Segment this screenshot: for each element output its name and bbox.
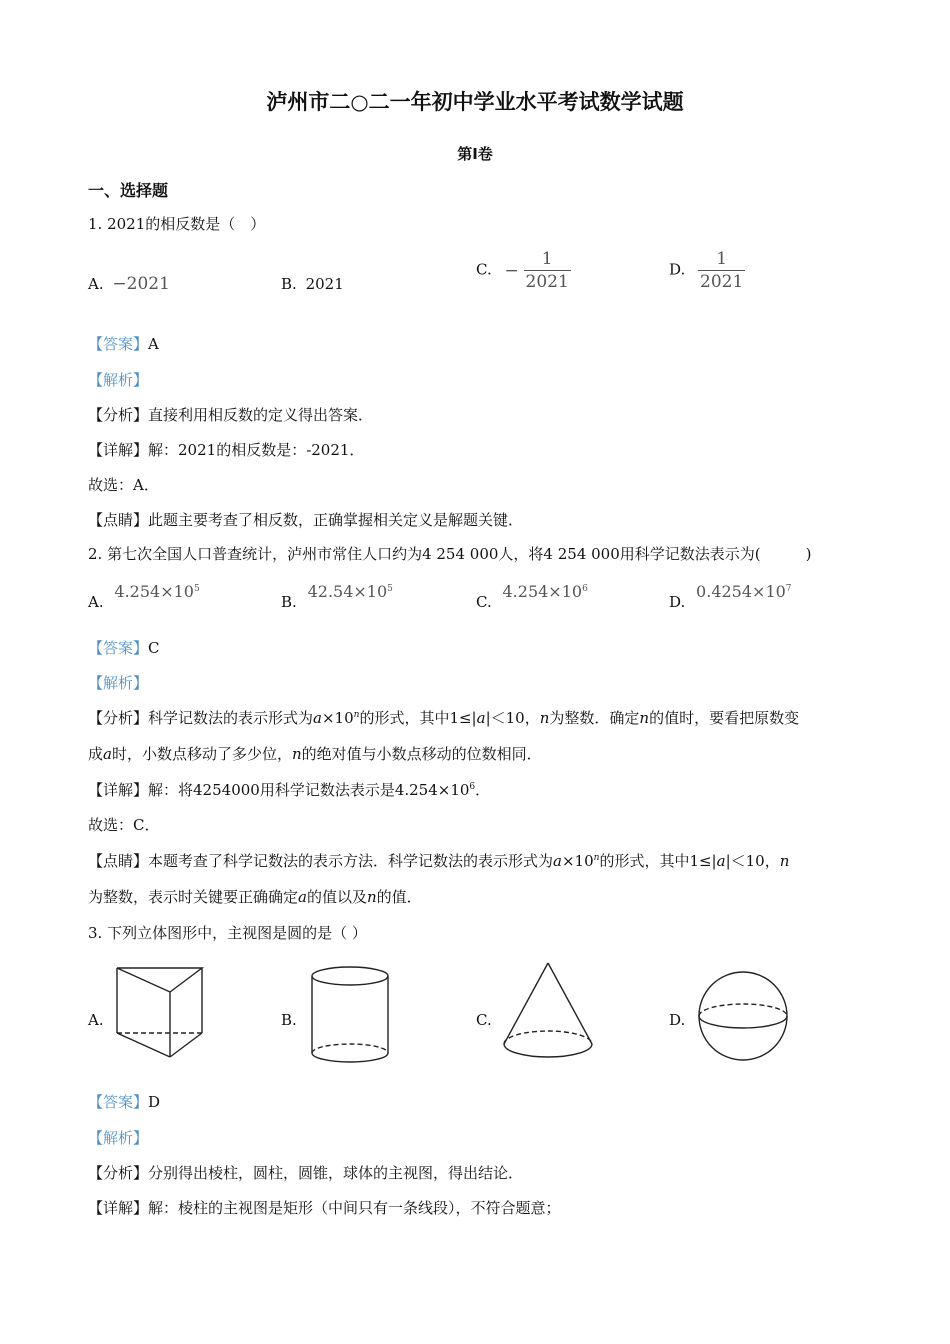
q1-guxuan: 故选：A．: [88, 476, 159, 494]
answer-value: A: [148, 335, 159, 353]
var-n: n: [779, 852, 790, 870]
var-a: a: [298, 888, 307, 906]
fenxi-tag: 【分析】: [88, 406, 149, 424]
sphere-equator-back: [699, 1004, 787, 1016]
document-title: 泸州市二○二一年初中学业水平考试数学试题: [266, 90, 684, 114]
q3-xiangjie: [88, 1198, 561, 1218]
var-a: a: [716, 852, 726, 870]
q2-fenxi-line1: [88, 708, 799, 728]
option-letter: A.: [88, 275, 104, 293]
text: 的值时，要看把原数变: [649, 709, 800, 727]
option-sign: −: [504, 260, 519, 281]
option-letter: B.: [281, 275, 297, 293]
text: |＜10，: [485, 709, 540, 727]
var-n: n: [366, 888, 377, 906]
q3-option-d-letter: D.: [669, 1011, 686, 1029]
fenxi-text: 直接利用相反数的定义得出答案．: [148, 406, 374, 424]
prism-bottom-right: [170, 1033, 202, 1057]
text: 的形式，其中1≤|: [359, 709, 477, 727]
option-exponent: 5: [387, 584, 393, 594]
text: 的值．: [376, 888, 422, 906]
cone-base-back: [504, 1031, 592, 1044]
text: |＜10，: [725, 852, 780, 870]
q2-dianjing-line1: [88, 851, 789, 871]
triangular-prism-figure: [110, 965, 210, 1075]
option-exponent: 5: [193, 584, 200, 594]
q2-analysis-tag: 【解析】: [88, 674, 149, 692]
fraction-numerator: 1: [716, 249, 728, 269]
text: 解：将4254000用科学记数法表示是4.254×10: [148, 781, 470, 799]
text: 为整数．确定: [549, 709, 640, 727]
cylinder-bottom-back: [312, 1044, 388, 1053]
fraction-numerator: 1: [541, 249, 553, 269]
q1-stem: 1. 2021的相反数是（ ）: [88, 215, 266, 233]
q1-xiangjie: [88, 440, 364, 460]
q2-option-b: [281, 582, 393, 611]
dianjing-tag: 【点睛】: [88, 852, 149, 870]
q3-analysis-tag: 【解析】: [88, 1129, 149, 1147]
q1-option-c: [476, 248, 571, 293]
xiangjie-text: 解：2021的相反数是：-2021．: [148, 441, 365, 459]
option-base: 4.254×10: [502, 582, 583, 601]
q1-fenxi: [88, 405, 373, 425]
q1-option-a: [88, 274, 170, 294]
q1-answer: [88, 334, 159, 354]
cone-side-left: [504, 963, 548, 1044]
option-letter: B.: [281, 593, 297, 611]
q2-stem: 2. 第七次全国人口普查统计，泸州市常住人口约为4 254 000人，将4 254 000用科学记数法表示为( ): [88, 545, 812, 563]
option-base: 42.54×10: [307, 582, 388, 601]
var-n: n: [291, 745, 302, 763]
option-letter: D.: [669, 593, 686, 611]
cone-base-front: [504, 1044, 592, 1057]
q1-option-b: [281, 274, 344, 294]
answer-value: C: [148, 639, 160, 657]
q1-dianjing: [88, 510, 523, 530]
var-a: a: [476, 709, 486, 727]
option-base: 4.254×10: [114, 582, 194, 601]
sphere-equator-front: [699, 1016, 787, 1028]
option-exponent: 6: [582, 584, 588, 594]
sphere-outline: [699, 972, 787, 1060]
sphere-figure: [695, 970, 795, 1065]
var-a: a: [103, 745, 112, 763]
text: ×10: [321, 709, 354, 727]
text: 的绝对值与小数点移动的位数相同．: [301, 745, 542, 763]
answer-value: D: [148, 1093, 161, 1111]
q2-xiangjie: [88, 780, 490, 800]
var-n: n: [639, 709, 650, 727]
var-n: n: [593, 853, 600, 863]
option-letter: D.: [669, 260, 686, 279]
fraction: [698, 248, 745, 293]
q2-guxuan: 故选：C．: [88, 816, 160, 834]
option-letter: A.: [88, 593, 104, 611]
dianjing-tag: 【点睛】: [88, 511, 149, 529]
prism-bottom-left: [117, 1033, 170, 1057]
answer-tag: 【答案】: [88, 335, 149, 353]
cone-figure: [500, 960, 600, 1065]
q2-dianjing-line2: [88, 887, 422, 907]
xiangjie-tag: 【详解】: [88, 781, 149, 799]
cone-side-right: [548, 963, 592, 1044]
xiangjie-text: 解：棱柱的主视图是矩形（中间只有一条线段），不符合题意；: [148, 1199, 561, 1217]
option-value: −2021: [112, 274, 170, 294]
text: 的值以及: [306, 888, 367, 906]
option-letter: C.: [476, 260, 492, 279]
q3-option-c-letter: C.: [476, 1011, 492, 1029]
text: 成: [88, 745, 104, 763]
q2-option-c: [476, 582, 588, 611]
prism-top-face: [117, 968, 202, 992]
fraction-denominator: 2021: [700, 272, 744, 292]
var-a: a: [553, 852, 562, 870]
fenxi-tag: 【分析】: [88, 709, 149, 727]
option-value: 2021: [305, 275, 344, 293]
fenxi-text: 分别得出棱柱，圆柱，圆锥，球体的主视图，得出结论．: [148, 1164, 524, 1182]
text: 为整数，表示时关键要正确确定: [88, 888, 299, 906]
cylinder-figure: [305, 965, 395, 1070]
var-n: n: [539, 709, 550, 727]
var-a: a: [313, 709, 322, 727]
text: 科学记数法的表示形式为: [148, 709, 314, 727]
q3-stem: 3. 下列立体图形中，主视图是圆的是（ ）: [88, 924, 367, 942]
q2-answer: [88, 638, 160, 658]
text: 本题考查了科学记数法的表示方法．科学记数法的表示形式为: [148, 852, 554, 870]
xiangjie-tag: 【详解】: [88, 441, 149, 459]
fenxi-tag: 【分析】: [88, 1164, 149, 1182]
q1-option-d: [669, 248, 745, 293]
cylinder-top: [312, 967, 388, 985]
q2-fenxi-line2: [88, 744, 542, 764]
q2-option-d: [669, 582, 792, 611]
q3-option-a-letter: A.: [88, 1011, 104, 1029]
text: 时，小数点移动了多少位，: [111, 745, 292, 763]
answer-tag: 【答案】: [88, 1093, 149, 1111]
text: ．: [475, 781, 491, 799]
volume-heading: 第Ⅰ卷: [457, 145, 493, 163]
q3-option-b-letter: B.: [281, 1011, 297, 1029]
text: 的形式，其中1≤|: [599, 852, 717, 870]
fraction: [524, 248, 571, 293]
text: ×10: [561, 852, 594, 870]
q3-fenxi: [88, 1163, 523, 1183]
section-heading: 一、选择题: [88, 181, 169, 200]
q1-analysis-tag: 【解析】: [88, 371, 149, 389]
xiangjie-tag: 【详解】: [88, 1199, 149, 1217]
var-n: n: [353, 710, 360, 720]
dianjing-text: 此题主要考查了相反数，正确掌握相关定义是解题关键．: [148, 511, 524, 529]
answer-tag: 【答案】: [88, 639, 149, 657]
fraction-denominator: 2021: [525, 272, 569, 292]
q2-option-a: [88, 582, 200, 611]
option-exponent: 7: [785, 584, 792, 594]
option-base: 0.4254×10: [696, 582, 786, 601]
option-letter: C.: [476, 593, 492, 611]
cylinder-bottom-front: [312, 1053, 388, 1062]
q3-answer: [88, 1092, 160, 1112]
exponent: 6: [469, 782, 476, 792]
